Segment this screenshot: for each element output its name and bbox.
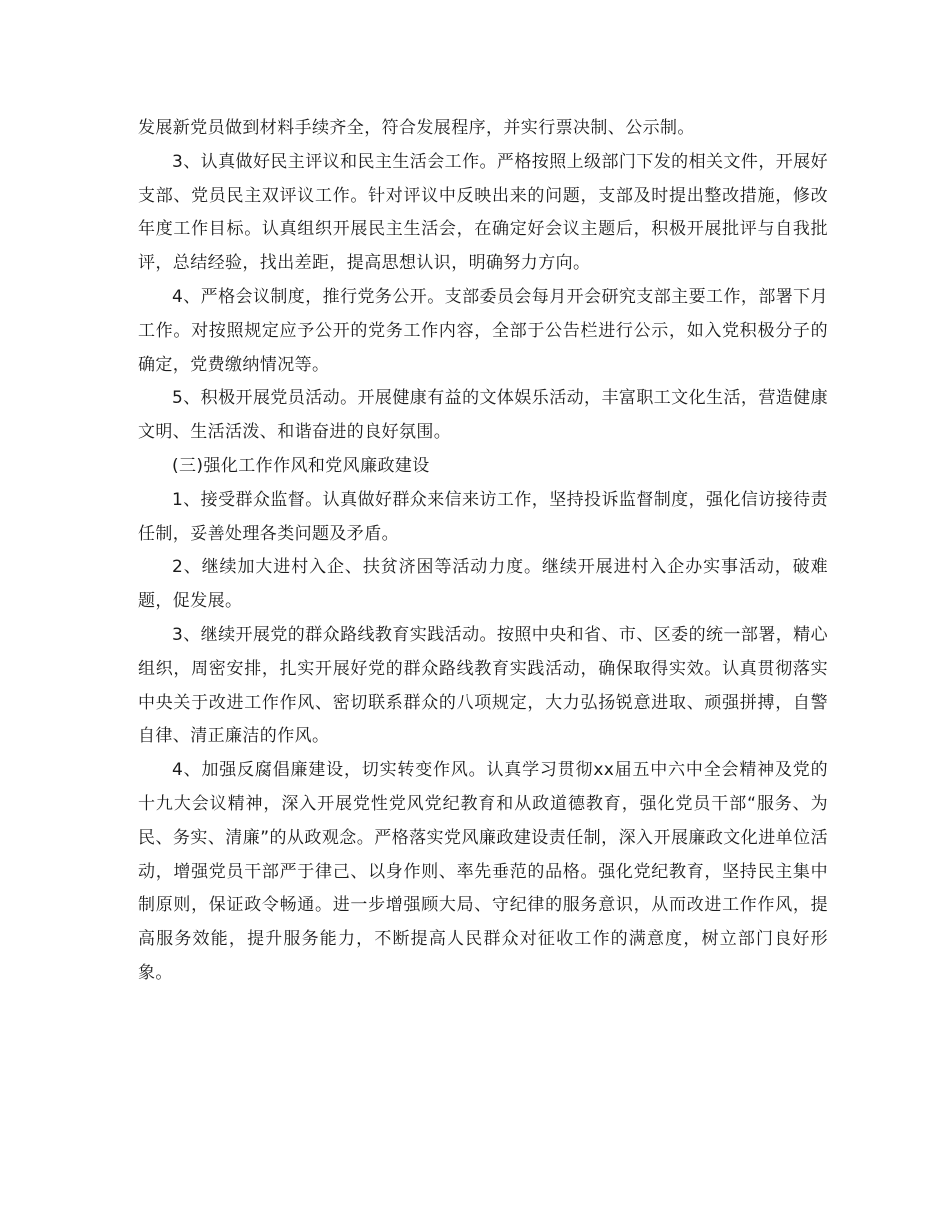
paragraph-item-3-democratic-review: 3、认真做好民主评议和民主生活会工作。严格按照上级部门下发的相关文件，开展好支部、党员民主双评议工作。针对评议中反映出来的问题，支部及时提出整改措施，修改年度工作目标。认真组织开展民主生活会，在确定好会议主题后，积极开展批评与自我批评，总结经验，找出差距，提高思想认识，明确努力方向。 [138, 151, 828, 274]
paragraph-item-5-party-activities: 5、积极开展党员活动。开展健康有益的文体娱乐活动，丰富职工文化生活，营造健康文明、生活活泼、和谐奋进的良好氛围。 [138, 388, 828, 443]
paragraph-item-4-meeting-system: 4、严格会议制度，推行党务公开。支部委员会每月开会研究支部主要工作，部署下月工作。对按照规定应予公开的党务工作内容，全部于公告栏进行公示，如入党积极分子的确定，党费缴纳情况等。 [138, 286, 828, 375]
paragraph-continuation: 发展新党员做到材料手续齐全，符合发展程序，并实行票决制、公示制。 [138, 118, 695, 138]
document-body [138, 112, 828, 991]
paragraph-item-4-anti-corruption: 4、加强反腐倡廉建设，切实转变作风。认真学习贯彻xx届五中六中全会精神及党的十九大会议精神，深入开展党性党风党纪教育和从政道德教育，强化党员干部“服务、为民、务实、清廉”的从政观念。严格落实党风廉政建设责任制，深入开展廉政文化进单位活动，增强党员干部严于律己、以身作则、率先垂范的品格。强化党纪教育，坚持民主集中制原则，保证政令畅通。进一步增强顾大局、守纪律的服务意识，从而改进工作作风，提高服务效能，提升服务能力，不断提高人民群众对征收工作的满意度，树立部门良好形象。 [138, 760, 828, 983]
paragraph-item-3-mass-line: 3、继续开展党的群众路线教育实践活动。按照中央和省、市、区委的统一部署，精心组织，周密安排，扎实开展好党的群众路线教育实践活动，确保取得实效。认真贯彻落实中央关于改进工作作风、密切联系群众的八项规定，大力弘扬锐意进取、顽强拼搏，自警自律、清正廉洁的作风。 [138, 624, 828, 747]
section-heading-three: (三)强化工作作风和党风廉政建设 [172, 455, 430, 476]
paragraph-item-1-public-supervision: 1、接受群众监督。认真做好群众来信来访工作，坚持投诉监督制度，强化信访接待责任制，妥善处理各类问题及矛盾。 [138, 489, 828, 544]
paragraph-item-2-village-enterprise: 2、继续加大进村入企、扶贫济困等活动力度。继续开展进村入企办实事活动，破难题，促发展。 [138, 557, 828, 612]
